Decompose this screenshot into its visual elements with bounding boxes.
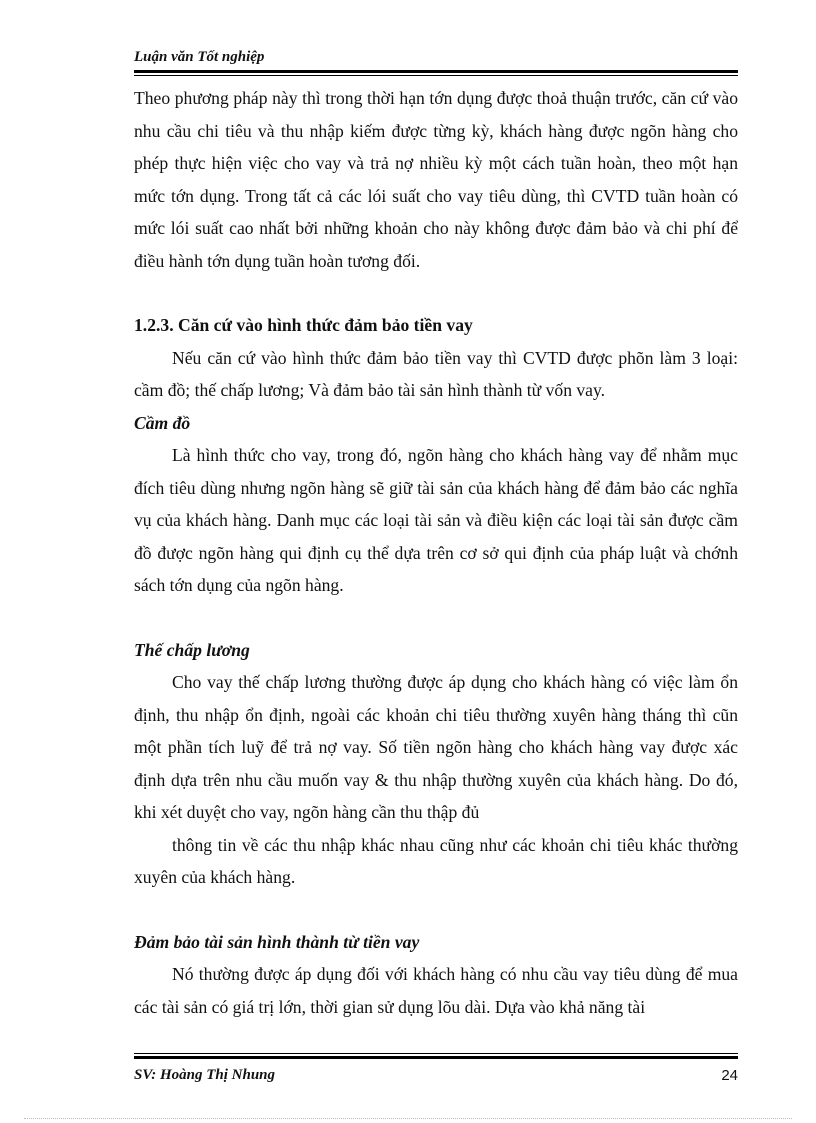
header-rule-thin bbox=[134, 75, 738, 76]
header-title: Luận văn Tốt nghiệp bbox=[134, 49, 265, 65]
document-body bbox=[134, 82, 738, 1023]
spacer bbox=[134, 277, 738, 309]
section-heading-1-2-3: 1.2.3. Căn cứ vào hình thức đảm bảo tiền vay bbox=[134, 315, 473, 335]
subheading-salary-mortgage: Thế chấp lương bbox=[134, 639, 250, 660]
header-rule-thick bbox=[134, 70, 738, 73]
paragraph-salary-mortgage-cont: thông tin về các thu nhập khác nhau cũng như các khoản chi tiêu khác thường xuyên của khách hàng. bbox=[134, 834, 738, 887]
spacer bbox=[134, 602, 738, 634]
paragraph-revolving-credit: Theo phương pháp này thì trong thời hạn tớn dụng được thoả thuận trước, căn cứ vào nhu cầu chi tiêu và thu nhập kiếm được từng kỳ, khách hàng được ngõn hàng cho phép thực hiện việc cho vay và trả nợ nhiều kỳ một cách tuần hoàn, theo một hạn mức tớn dụng. Trong tất cả các lói suất cho vay tiêu dùng, thì CVTD tuần hoàn có mức lói suất cao nhất bởi những khoản cho này không được đảm bảo và chi phí để điều hành tớn dụng tuần hoàn tương đối. bbox=[134, 88, 738, 271]
page-break-dotted-line bbox=[24, 1118, 792, 1119]
paragraph-salary-mortgage: Cho vay thế chấp lương thường được áp dụng cho khách hàng có việc làm ổn định, thu nhập ổn định, ngoài các khoản chi tiêu thường xuyên hàng tháng thì cũn một phần tích luỹ để trả nợ vay. Số tiền ngõn hàng cho khách hàng vay được xác định dựa trên nhu cầu muốn vay & thu nhập thường xuyên của khách hàng. Do đó, khi xét duyệt cho vay, ngõn hàng cần thu thập đủ bbox=[134, 672, 738, 822]
page-number: 24 bbox=[721, 1067, 738, 1084]
paragraph-loan-types: Nếu căn cứ vào hình thức đảm bảo tiền vay thì CVTD được phõn làm 3 loại: cầm đồ; thế chấp lương; Và đảm bảo tài sản hình thành từ vốn vay. bbox=[134, 347, 738, 400]
subheading-pawn: Cầm đồ bbox=[134, 412, 191, 433]
subheading-asset-guarantee: Đảm bảo tài sản hình thành từ tiền vay bbox=[134, 931, 420, 952]
footer-rule-thin bbox=[134, 1053, 738, 1054]
spacer bbox=[134, 894, 738, 926]
paragraph-asset-guarantee: Nó thường được áp dụng đối với khách hàng có nhu cầu vay tiêu dùng để mua các tài sản có giá trị lớn, thời gian sử dụng lõu dài. Dựa vào khả năng tài bbox=[134, 964, 738, 1017]
footer-rule-thick bbox=[134, 1056, 738, 1059]
footer-author: SV: Hoàng Thị Nhung bbox=[134, 1067, 276, 1083]
paragraph-pawn: Là hình thức cho vay, trong đó, ngõn hàng cho khách hàng vay để nhằm mục đích tiêu dùng nhưng ngõn hàng sẽ giữ tài sản của khách hàng để đảm bảo các nghĩa vụ của khách hàng. Danh mục các loại tài sản và điều kiện các loại tài sản được cầm đồ được ngõn hàng qui định cụ thể dựa trên cơ sở qui định của pháp luật và chớnh sách tớn dụng của ngõn hàng. bbox=[134, 445, 738, 595]
